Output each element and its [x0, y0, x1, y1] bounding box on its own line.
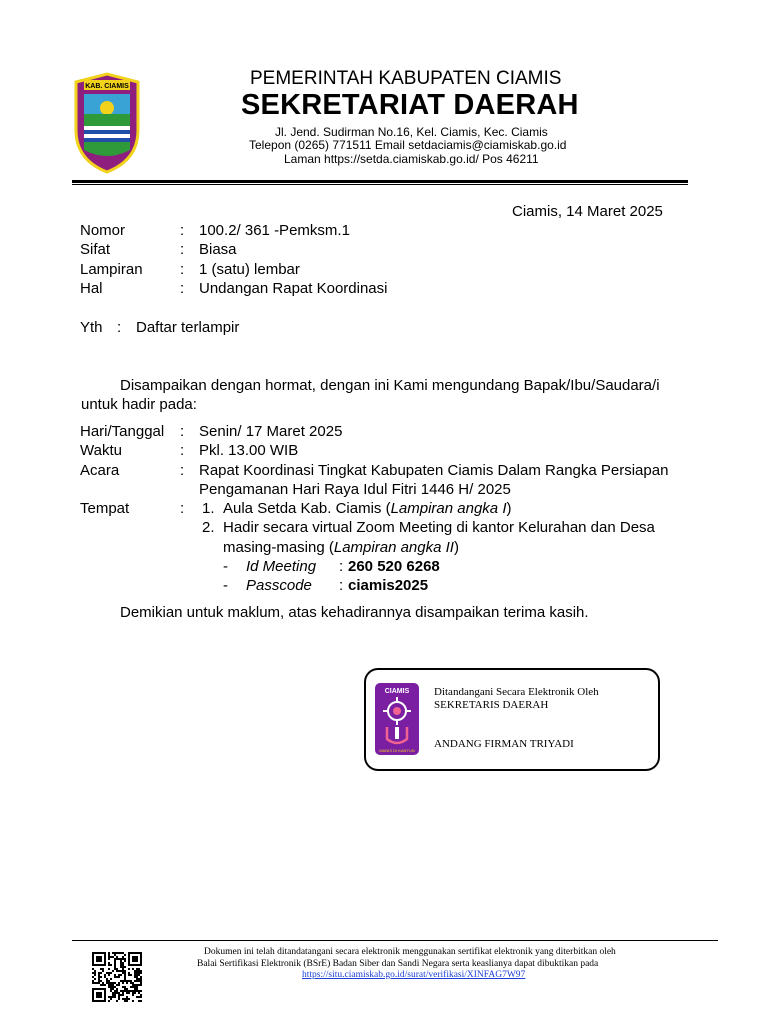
place-2-line-2 — [223, 538, 459, 557]
emblem-subtext: MANIS DI KANTUN — [379, 748, 415, 753]
place-date: Ciamis, 14 Maret 2025 — [512, 203, 663, 220]
meta-label-hal: Hal — [80, 280, 103, 297]
logo-text: KAB. CIAMIS — [85, 83, 129, 90]
event-label: Acara — [80, 462, 120, 479]
footer-line-1: Dokumen ini telah ditandatangani secara elektronik menggunakan sertifikat elektronik yang diterbitkan oleh — [204, 947, 616, 957]
time-value: Pkl. 13.00 WIB — [199, 442, 299, 459]
detail-colon: : — [180, 423, 185, 440]
recipient-colon: : — [117, 319, 122, 336]
footer-rule — [72, 940, 718, 941]
header-rule-thin — [72, 184, 688, 185]
office-address: Jl. Jend. Sudirman No.16, Kel. Ciamis, Kec. Ciamis — [275, 125, 548, 139]
government-name: PEMERINTAH KABUPATEN CIAMIS — [250, 68, 562, 89]
place-1-attachment: Lampiran angka I — [390, 500, 507, 517]
meta-value-sifat: Biasa — [199, 241, 237, 258]
recipient-label: Yth — [80, 319, 103, 336]
office-name: SEKRETARIAT DAERAH — [241, 89, 579, 121]
recipient-value: Daftar terlampir — [136, 319, 240, 336]
detail-colon: : — [180, 500, 185, 517]
passcode-label: Passcode — [246, 577, 312, 594]
meeting-id-value: 260 520 6268 — [348, 558, 440, 575]
meta-label-nomor: Nomor — [80, 222, 126, 239]
closing-text: Demikian untuk maklum, atas kehadirannya disampaikan terima kasih. — [120, 604, 589, 621]
place-2-number: 2. — [202, 519, 215, 536]
office-website: Laman https://setda.ciamiskab.go.id/ Pos 46211 — [284, 152, 539, 166]
passcode-dash: - — [223, 577, 228, 594]
place-2-line-1: Hadir secara virtual Zoom Meeting di kantor Kelurahan dan Desa — [223, 519, 655, 536]
meta-colon: : — [180, 241, 185, 258]
place-1-main: Aula Setda Kab. Ciamis ( — [223, 500, 391, 517]
emblem-text: CIAMIS — [384, 688, 410, 695]
verification-qr-code[interactable] — [92, 952, 142, 1002]
meta-label-lampiran: Lampiran — [80, 261, 143, 278]
intro-line-1: Disampaikan dengan hormat, dengan ini Kami mengundang Bapak/Ibu/Saudara/i — [120, 377, 660, 394]
detail-colon: : — [180, 442, 185, 459]
event-line-1: Rapat Koordinasi Tingkat Kabupaten Ciamis Dalam Rangka Persiapan — [199, 462, 669, 479]
meeting-id-label: Id Meeting — [246, 558, 317, 575]
intro-line-2: untuk hadir pada: — [81, 396, 197, 413]
footer-line-2: Balai Sertifikasi Elektronik (BSrE) Badan Siber dan Sandi Negara serta keaslianya dapat dibuktikan pada — [197, 959, 599, 969]
verification-link[interactable]: https://situ.ciamiskab.go.id/surat/verifikasi/XINFAG7W97 — [302, 970, 526, 980]
meta-value-nomor: 100.2/ 361 -Pemksm.1 — [199, 222, 350, 239]
place-1-text — [223, 499, 511, 518]
signer-name: ANDANG FIRMAN TRIYADI — [434, 738, 574, 750]
detail-colon: : — [180, 462, 185, 479]
meta-colon: : — [180, 280, 185, 297]
ciamis-emblem — [375, 683, 419, 755]
time-label: Waktu — [80, 442, 122, 459]
passcode-value: ciamis2025 — [348, 577, 429, 594]
place-1-close: ) — [506, 500, 512, 517]
day-value: Senin/ 17 Maret 2025 — [199, 423, 343, 440]
office-contact: Telepon (0265) 771511 Email setdaciamis@ciamiskab.go.id — [249, 138, 567, 152]
meeting-id-dash: - — [223, 558, 228, 575]
meta-colon: : — [180, 261, 185, 278]
place-1-number: 1. — [202, 500, 215, 517]
place-2-close: ) — [453, 539, 459, 556]
verification-link-wrap — [302, 970, 525, 980]
signed-by-text: Ditandangani Secara Elektronik Oleh — [434, 686, 599, 698]
header-rule-thick — [72, 180, 688, 183]
meta-colon: : — [180, 222, 185, 239]
day-label: Hari/Tanggal — [80, 423, 165, 440]
event-line-2: Pengamanan Hari Raya Idul Fitri 1446 H/ 2025 — [199, 481, 511, 498]
signer-position: SEKRETARIS DAERAH — [434, 699, 549, 711]
meta-value-hal: Undangan Rapat Koordinasi — [199, 280, 388, 297]
passcode-colon: : — [339, 577, 344, 594]
place-2-attachment: Lampiran angka II — [333, 539, 454, 556]
meeting-id-colon: : — [339, 558, 344, 575]
place-label: Tempat — [80, 500, 130, 517]
regency-logo — [70, 70, 144, 174]
meta-label-sifat: Sifat — [80, 241, 111, 258]
meta-value-lampiran: 1 (satu) lembar — [199, 261, 300, 278]
place-2-main: masing-masing ( — [223, 539, 334, 556]
